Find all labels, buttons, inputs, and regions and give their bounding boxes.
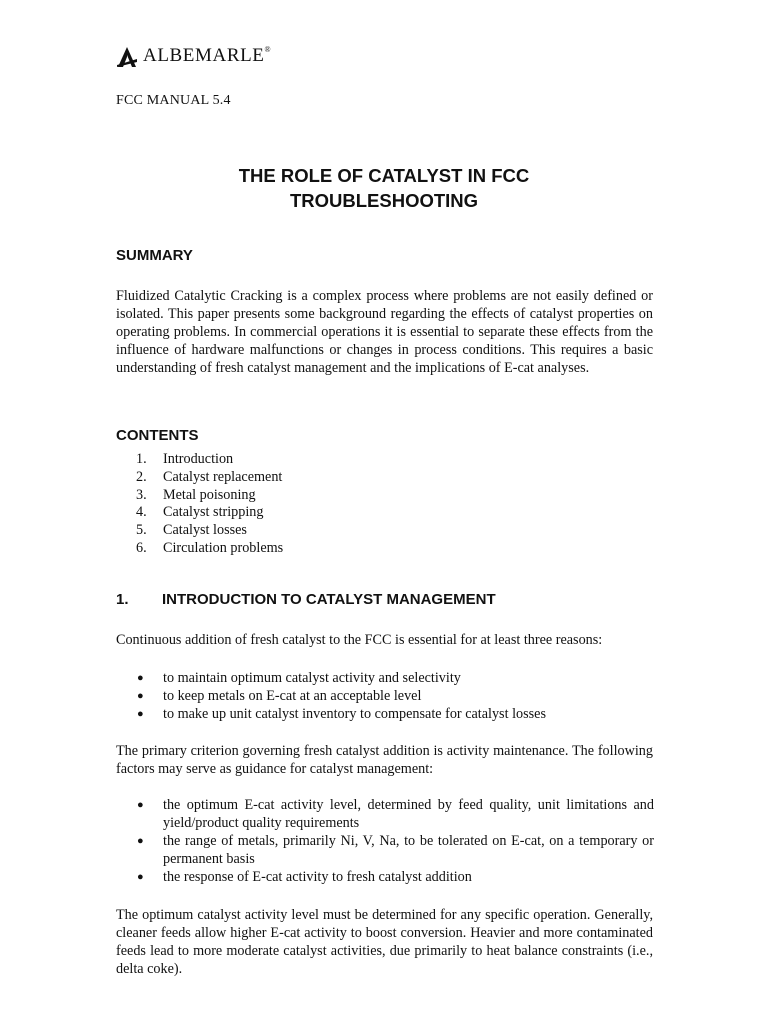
title-line-2: TROUBLESHOOTING <box>289 190 479 211</box>
section-1-heading <box>116 591 496 608</box>
bullet-icon: ● <box>137 672 144 684</box>
contents-item: 4. Catalyst stripping <box>136 504 264 521</box>
reasons-intro: Continuous addition of fresh catalyst to the FCC is essential for at least three reasons: <box>116 632 603 648</box>
summary-paragraph: Fluidized Catalytic Cracking is a complex process where problems are not easily defined or isolated. This paper presents some background regarding the effects of catalyst properties on operating problems. In commercial operations it is essential to separate these effects from the influence of hardware malfunctions or changes in process conditions. This requires a basic understanding of fresh catalyst management and the implications of E-cat analyses. <box>116 288 653 376</box>
contents-heading: CONTENTS <box>116 427 199 444</box>
summary-heading: SUMMARY <box>116 247 193 264</box>
reasons-list <box>137 669 654 723</box>
bullet-icon: ● <box>137 708 144 720</box>
list-item: ● the range of metals, primarily Ni, V, Na, to be tolerated on E-cat, on a temporary or permanent basis <box>137 833 654 867</box>
albemarle-logo <box>116 45 271 67</box>
section-title: INTRODUCTION TO CATALYST MANAGEMENT <box>162 591 496 608</box>
list-item: ● to keep metals on E-cat at an acceptable level <box>137 688 422 704</box>
contents-list <box>136 451 283 558</box>
contents-item: 1. Introduction <box>136 451 234 467</box>
document-title <box>116 163 652 213</box>
bullet-icon: ● <box>137 835 144 847</box>
albemarle-logo-mark-icon <box>116 47 138 67</box>
contents-item: 5. Catalyst losses <box>136 522 247 539</box>
list-item: ● the response of E-cat activity to fresh catalyst addition <box>137 869 472 885</box>
list-item: ● to maintain optimum catalyst activity and selectivity <box>137 670 461 686</box>
contents-item: 3. Metal poisoning <box>136 486 256 503</box>
bullet-icon: ● <box>137 799 144 811</box>
factors-list <box>137 796 654 886</box>
list-item: ● to make up unit catalyst inventory to compensate for catalyst losses <box>137 706 546 722</box>
primary-criterion-paragraph: The primary criterion governing fresh catalyst addition is activity maintenance. The following factors may serve as guidance for catalyst management: <box>116 743 653 777</box>
contents-item: 6. Circulation problems <box>136 539 284 556</box>
section-number: 1. <box>116 591 129 608</box>
list-item: ● the optimum E-cat activity level, determined by feed quality, unit limitations and yield/product quality requirements <box>137 797 654 831</box>
contents-item: 2. Catalyst replacement <box>136 468 283 485</box>
title-line-1: THE ROLE OF CATALYST IN FCC <box>238 165 530 186</box>
bullet-icon: ● <box>137 871 144 883</box>
optimum-activity-paragraph: The optimum catalyst activity level must be determined for any specific operation. Generally, cleaner feeds allow higher E-cat activity to boost conversion. Heavier and more contaminated feeds lead to more moderate catalyst activities, due primarily to heat balance constraints (i.e., delta coke). <box>116 907 653 977</box>
manual-reference: FCC MANUAL 5.4 <box>116 93 231 108</box>
bullet-icon: ● <box>137 690 144 702</box>
logo-wordmark: ALBEMARLE® <box>143 45 271 66</box>
